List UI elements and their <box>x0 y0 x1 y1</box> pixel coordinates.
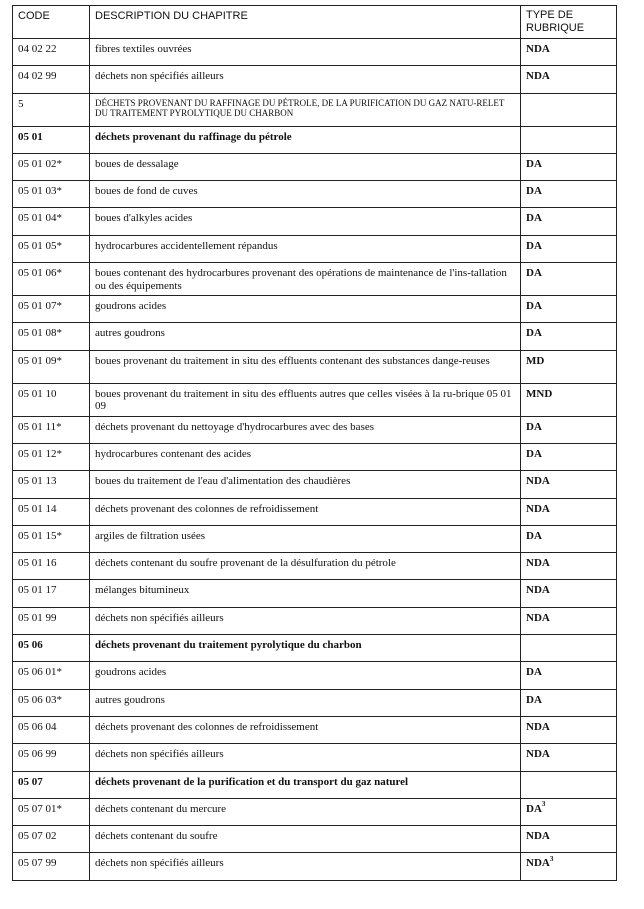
row-type <box>521 208 617 235</box>
row-type <box>521 553 617 580</box>
row-code: 05 01 08* <box>13 323 90 350</box>
row-type <box>521 66 617 93</box>
table-row <box>13 498 617 525</box>
row-code: 05 06 04 <box>13 716 90 743</box>
row-description: argiles de filtration usées <box>90 525 521 552</box>
row-code: 05 01 02* <box>13 153 90 180</box>
row-type-value: DA <box>526 212 542 225</box>
row-type <box>521 498 617 525</box>
header-type-line2: RUBRIQUE <box>526 21 585 34</box>
row-description: déchets provenant du nettoyage d'hydrocarbures avec des bases <box>90 416 521 443</box>
row-code: 05 01 12* <box>13 443 90 470</box>
table-row <box>13 350 617 383</box>
row-code: 05 01 11* <box>13 416 90 443</box>
row-code: 05 01 15* <box>13 525 90 552</box>
row-description: déchets contenant du soufre <box>90 826 521 853</box>
row-type-value: MND <box>526 387 553 400</box>
table-row <box>13 798 617 825</box>
row-type <box>521 93 617 126</box>
row-code: 05 07 <box>13 771 90 798</box>
row-type-value: DA <box>526 327 542 340</box>
row-description: déchets non spécifiés ailleurs <box>90 744 521 771</box>
table-row <box>13 853 617 880</box>
table-row <box>13 744 617 771</box>
table-row <box>13 607 617 634</box>
row-type <box>521 323 617 350</box>
row-description: goudrons acides <box>90 662 521 689</box>
row-code: 5 <box>13 93 90 126</box>
table-row <box>13 66 617 93</box>
waste-code-table <box>12 5 617 881</box>
row-type <box>521 662 617 689</box>
row-code: 05 07 02 <box>13 826 90 853</box>
row-description: déchets provenant des colonnes de refroidissement <box>90 716 521 743</box>
row-type-value: DA <box>526 693 542 706</box>
row-type <box>521 350 617 383</box>
row-type-value: NDA <box>526 475 550 488</box>
row-type-value: DA <box>526 300 542 313</box>
row-type <box>521 580 617 607</box>
row-description: boues contenant des hydrocarbures provenant des opérations de maintenance de l'ins-tallation ou des équipements <box>90 263 521 296</box>
row-description: DÉCHETS PROVENANT DU RAFFINAGE DU PÉTROLE, DE LA PURIFICATION DU GAZ NATU-RELET DU TRAITEMENT PYROLYTIQUE DU CHARBON <box>90 93 521 126</box>
row-type-value: DA <box>526 185 542 198</box>
row-code: 05 01 13 <box>13 471 90 498</box>
row-description: déchets non spécifiés ailleurs <box>90 607 521 634</box>
table-row <box>13 93 617 126</box>
row-type <box>521 126 617 153</box>
table-row <box>13 471 617 498</box>
row-type <box>521 443 617 470</box>
row-description: boues d'alkyles acides <box>90 208 521 235</box>
row-type-value: NDA <box>526 557 550 570</box>
row-description: autres goudrons <box>90 323 521 350</box>
row-type <box>521 771 617 798</box>
table-row <box>13 208 617 235</box>
row-type-value: DA <box>526 420 542 433</box>
row-type-value: NDA <box>526 502 550 515</box>
row-code: 05 01 03* <box>13 181 90 208</box>
row-type-value: NDA <box>526 43 550 55</box>
row-description: déchets contenant du soufre provenant de la désulfuration du pétrole <box>90 553 521 580</box>
row-description: boues du traitement de l'eau d'alimentation des chaudières <box>90 471 521 498</box>
row-description: déchets non spécifiés ailleurs <box>90 853 521 880</box>
table-row <box>13 263 617 296</box>
row-code: 05 01 16 <box>13 553 90 580</box>
row-description: déchets provenant de la purification et du transport du gaz naturel <box>90 771 521 798</box>
row-type-value: DA <box>526 666 542 679</box>
row-type <box>521 689 617 716</box>
row-type-value: NDA <box>526 857 550 870</box>
row-description: hydrocarbures accidentellement répandus <box>90 235 521 262</box>
row-code: 05 01 17 <box>13 580 90 607</box>
table-row <box>13 323 617 350</box>
row-type <box>521 826 617 853</box>
row-type <box>521 471 617 498</box>
row-description: déchets provenant du raffinage du pétrole <box>90 126 521 153</box>
row-code: 05 01 14 <box>13 498 90 525</box>
table-row <box>13 181 617 208</box>
table-row <box>13 525 617 552</box>
footnote-marker: 3 <box>541 800 546 809</box>
row-type-value: NDA <box>526 584 550 597</box>
header-type-line1: TYPE DE <box>526 9 574 21</box>
row-type-value: DA <box>526 157 542 170</box>
row-type <box>521 525 617 552</box>
row-type-value: DA <box>526 447 542 460</box>
row-type <box>521 296 617 323</box>
table-row <box>13 580 617 607</box>
row-description: mélanges bitumineux <box>90 580 521 607</box>
row-type <box>521 181 617 208</box>
header-type <box>521 6 617 39</box>
row-description: déchets provenant du traitement pyrolytique du charbon <box>90 635 521 662</box>
row-type <box>521 744 617 771</box>
row-type-value: NDA <box>526 611 550 624</box>
row-type-value: NDA <box>526 70 550 83</box>
table-row <box>13 662 617 689</box>
header-description: DESCRIPTION DU CHAPITRE <box>90 6 521 39</box>
row-type <box>521 383 617 416</box>
row-description: boues provenant du traitement in situ des effluents autres que celles visées à la ru-brique 05 01 09 <box>90 383 521 416</box>
table-row <box>13 153 617 180</box>
row-type-value: MD <box>526 354 545 367</box>
row-code: 05 07 99 <box>13 853 90 880</box>
row-description: fibres textiles ouvrées <box>90 39 521 66</box>
row-type <box>521 153 617 180</box>
table-row <box>13 126 617 153</box>
table-row <box>13 826 617 853</box>
table-row <box>13 689 617 716</box>
table-row <box>13 39 617 66</box>
row-type <box>521 263 617 296</box>
table-row <box>13 296 617 323</box>
row-code: 04 02 99 <box>13 66 90 93</box>
row-type <box>521 853 617 880</box>
row-description: boues de dessalage <box>90 153 521 180</box>
table-row <box>13 635 617 662</box>
row-type <box>521 416 617 443</box>
table-row <box>13 235 617 262</box>
footnote-marker: 3 <box>549 854 554 863</box>
row-code: 05 01 10 <box>13 383 90 416</box>
row-code: 05 01 09* <box>13 350 90 383</box>
row-code: 05 01 04* <box>13 208 90 235</box>
header-code: CODE <box>13 6 90 39</box>
row-code: 05 01 06* <box>13 263 90 296</box>
row-description: déchets non spécifiés ailleurs <box>90 66 521 93</box>
row-code: 05 01 <box>13 126 90 153</box>
row-code: 05 06 <box>13 635 90 662</box>
row-description: déchets contenant du mercure <box>90 798 521 825</box>
row-code: 05 01 05* <box>13 235 90 262</box>
row-type-value: NDA <box>526 720 550 733</box>
table-row <box>13 771 617 798</box>
row-code: 05 01 99 <box>13 607 90 634</box>
table-header-row <box>13 6 617 39</box>
row-code: 05 06 03* <box>13 689 90 716</box>
row-description: autres goudrons <box>90 689 521 716</box>
row-type-value: DA <box>526 529 542 542</box>
table-row <box>13 416 617 443</box>
table-row <box>13 716 617 743</box>
row-type <box>521 235 617 262</box>
row-description: hydrocarbures contenant des acides <box>90 443 521 470</box>
row-type-value: DA <box>526 267 542 280</box>
row-description: déchets provenant des colonnes de refroidissement <box>90 498 521 525</box>
row-type <box>521 798 617 825</box>
row-description: boues de fond de cuves <box>90 181 521 208</box>
row-type <box>521 39 617 66</box>
table-row <box>13 553 617 580</box>
table-body <box>13 39 617 881</box>
row-type <box>521 635 617 662</box>
row-type-value: DA <box>526 239 542 252</box>
row-description: boues provenant du traitement in situ des effluents contenant des substances dange-reuses <box>90 350 521 383</box>
table-row <box>13 443 617 470</box>
row-code: 05 06 01* <box>13 662 90 689</box>
row-type-value: DA <box>526 802 542 815</box>
row-type <box>521 716 617 743</box>
row-code: 05 06 99 <box>13 744 90 771</box>
row-type <box>521 607 617 634</box>
row-description: goudrons acides <box>90 296 521 323</box>
row-code: 05 01 07* <box>13 296 90 323</box>
row-code: 05 07 01* <box>13 798 90 825</box>
row-type-value: NDA <box>526 748 550 761</box>
row-code: 04 02 22 <box>13 39 90 66</box>
row-type-value: NDA <box>526 830 550 843</box>
table-row <box>13 383 617 416</box>
